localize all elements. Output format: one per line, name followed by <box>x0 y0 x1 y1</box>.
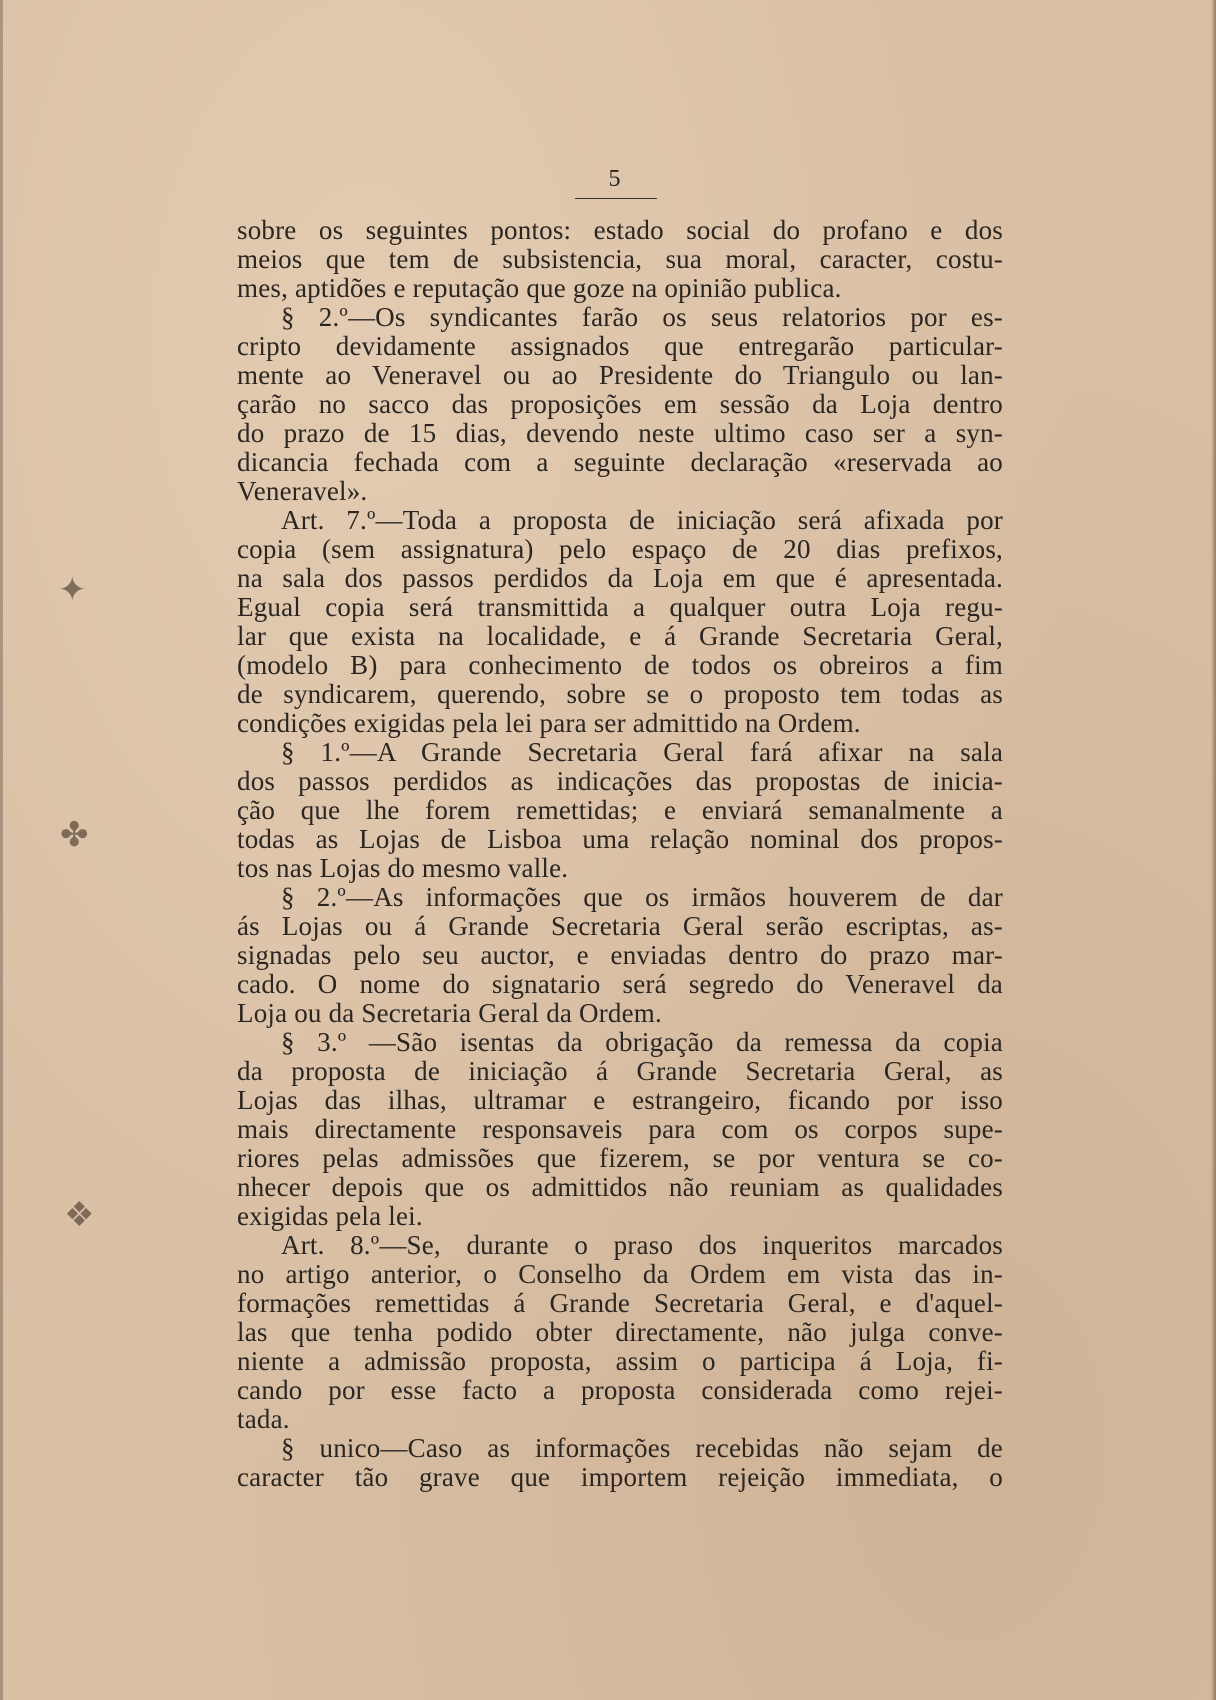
text-line: tos nas Lojas do mesmo valle. <box>237 853 569 883</box>
text-line: las que tenha podido obter directamente, não julga conve- <box>237 1317 1003 1347</box>
text-line: (modelo B) para conhecimento de todos os obreiros a fim <box>237 650 1003 680</box>
text-line: do prazo de 15 dias, devendo neste ultimo caso ser a syn- <box>237 418 1003 448</box>
text-line: Egual copia será transmittida a qualquer outra Loja regu- <box>237 592 1003 622</box>
page-right-edge <box>1211 0 1216 1700</box>
text-line: § 3.º —São isentas da obrigação da remessa da copia <box>281 1027 1003 1057</box>
text-line: cripto devidamente assignados que entregarão particular- <box>237 331 1003 361</box>
text-line: § 1.º—A Grande Secretaria Geral fará afixar na sala <box>281 737 1003 767</box>
text-line: mais directamente responsaveis para com os corpos supe- <box>237 1114 1003 1144</box>
text-line: nhecer depois que os admittidos não reuniam as qualidades <box>237 1172 1003 1202</box>
text-line: § 2.º—As informações que os irmãos houverem de dar <box>281 882 1003 912</box>
text-line: ás Lojas ou á Grande Secretaria Geral serão escriptas, as- <box>237 911 1003 941</box>
text-line: Art. 8.º—Se, durante o praso dos inqueritos marcados <box>281 1230 1003 1260</box>
text-line: exigidas pela lei. <box>237 1201 423 1231</box>
text-line: § unico—Caso as informações recebidas não sejam de <box>281 1433 1003 1463</box>
text-line: niente a admissão proposta, assim o participa á Loja, fi- <box>237 1346 1003 1376</box>
margin-stain-mark: ✤ <box>60 817 89 854</box>
text-line: lar que exista na localidade, e á Grande Secretaria Geral, <box>237 621 1003 651</box>
text-line: na sala dos passos perdidos da Loja em que é apresentada. <box>237 563 1003 593</box>
margin-stain-mark: ❖ <box>64 1197 95 1234</box>
text-line: tada. <box>237 1404 290 1434</box>
text-line: Art. 7.º—Toda a proposta de iniciação será afixada por <box>281 505 1003 535</box>
text-line: todas as Lojas de Lisboa uma relação nominal dos propos- <box>237 824 1003 854</box>
text-line: meios que tem de subsistencia, sua moral, caracter, costu- <box>237 244 1003 274</box>
text-line: Lojas das ilhas, ultramar e estrangeiro, ficando por isso <box>237 1085 1003 1115</box>
text-line: caracter tão grave que importem rejeição immediata, o <box>237 1462 1003 1492</box>
text-line: cando por esse facto a proposta considerada como rejei- <box>237 1375 1003 1405</box>
page-left-edge <box>0 0 3 1700</box>
margin-stain-mark: ✦ <box>58 572 87 609</box>
text-line: formações remettidas á Grande Secretaria Geral, e d'aquel- <box>237 1288 1003 1318</box>
text-line: mes, aptidões e reputação que goze na opinião publica. <box>237 273 842 303</box>
text-line: cado. O nome do signatario será segredo do Veneravel da <box>237 969 1003 999</box>
text-line: riores pelas admissões que fizerem, se por ventura se co- <box>237 1143 1003 1173</box>
page-number: 5 <box>608 166 622 192</box>
text-line: de syndicarem, querendo, sobre se o proposto tem todas as <box>237 679 1003 709</box>
text-line: ção que lhe forem remettidas; e enviará semanalmente a <box>237 795 1003 825</box>
text-line: dicancia fechada com a seguinte declaração «reservada ao <box>237 447 1003 477</box>
text-line: § 2.º—Os syndicantes farão os seus relatorios por es- <box>281 302 1003 332</box>
text-line: mente ao Veneravel ou ao Presidente do Triangulo ou lan- <box>237 360 1003 390</box>
text-line: çarão no sacco das proposições em sessão da Loja dentro <box>237 389 1003 419</box>
text-line: dos passos perdidos as indicações das propostas de inicia- <box>237 766 1003 796</box>
text-line: sobre os seguintes pontos: estado social do profano e dos <box>237 215 1003 245</box>
text-line: da proposta de iniciação á Grande Secretaria Geral, as <box>237 1056 1003 1086</box>
body-text <box>237 216 1003 1492</box>
page-number-rule <box>575 198 657 199</box>
text-line: condições exigidas pela lei para ser admittido na Ordem. <box>237 708 861 738</box>
text-line: no artigo anterior, o Conselho da Ordem em vista das in- <box>237 1259 1003 1289</box>
text-line: signadas pelo seu auctor, e enviadas dentro do prazo mar- <box>237 940 1003 970</box>
text-line: Loja ou da Secretaria Geral da Ordem. <box>237 998 662 1028</box>
text-line: Veneravel». <box>237 476 368 506</box>
text-line: copia (sem assignatura) pelo espaço de 20 dias prefixos, <box>237 534 1003 564</box>
